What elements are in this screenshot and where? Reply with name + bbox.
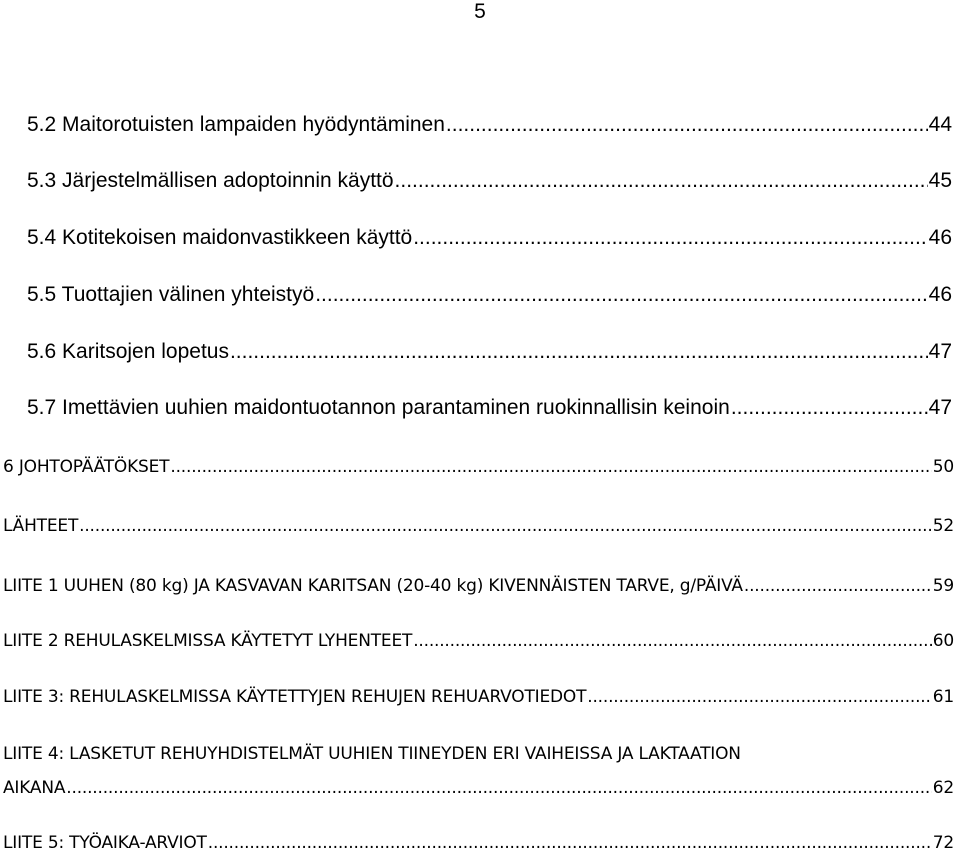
toc-entry-page: 72 [932, 833, 954, 853]
page-number: 5 [474, 0, 486, 23]
toc-entry-lahteet[interactable] [3, 514, 954, 538]
toc-entry-label: 5.4 Kotitekoisen maidonvastikkeen käyttö [27, 226, 413, 249]
toc-entry-page: 46 [928, 226, 952, 249]
toc-entry-page: 46 [928, 283, 952, 306]
toc-leader-dots [79, 514, 932, 538]
toc-entry-5-4[interactable] [27, 225, 952, 251]
toc-entry-label: LIITE 5: TYÖAIKA-ARVIOT [3, 833, 207, 853]
toc-leader-dots [208, 831, 932, 855]
toc-entry-label: LIITE 3: REHULASKELMISSA KÄYTETTYJEN REHUJEN REHUARVOTIEDOT [3, 687, 587, 707]
toc-entry-liite-4[interactable] [3, 776, 954, 800]
toc-entry-page: 59 [932, 576, 954, 596]
toc-entry-5-6[interactable] [27, 339, 952, 365]
toc-leader-dots [731, 395, 928, 421]
toc-entry-label: LÄHTEET [3, 516, 79, 536]
toc-leader-dots [170, 455, 931, 479]
toc-entry-page: 44 [928, 113, 952, 136]
toc-entry-label: LIITE 1 UUHEN (80 kg) JA KASVAVAN KARITSAN (20-40 kg) KIVENNÄISTEN TARVE, g/PÄIVÄ [3, 576, 743, 596]
toc-entry-liite-4-line1[interactable]: LIITE 4: LASKETUT REHUYHDISTELMÄT UUHIEN TIINEYDEN ERI VAIHEISSA JA LAKTAATION [3, 744, 741, 764]
toc-entry-label: 6 JOHTOPÄÄTÖKSET [3, 457, 170, 477]
toc-entry-page: 61 [932, 687, 954, 707]
toc-entry-liite-1[interactable] [3, 574, 954, 598]
toc-entry-johtopaatokset[interactable] [3, 455, 954, 479]
toc-entry-label: 5.7 Imettävien uuhien maidontuotannon parantaminen ruokinnallisin keinoin [27, 396, 730, 419]
toc-entry-page: 50 [932, 457, 954, 477]
toc-entry-page: 47 [928, 396, 952, 419]
toc-entry-label: 5.6 Karitsojen lopetus [27, 340, 229, 363]
toc-leader-dots [395, 168, 928, 194]
toc-entry-liite-2[interactable] [3, 629, 954, 653]
toc-leader-dots [587, 685, 932, 709]
toc-entry-page: 52 [932, 516, 954, 536]
toc-leader-dots [66, 776, 931, 800]
toc-entry-label: 5.2 Maitorotuisten lampaiden hyödyntäminen [27, 113, 445, 136]
toc-entry-label: 5.5 Tuottajien välinen yhteistyö [27, 283, 315, 306]
toc-leader-dots [230, 339, 928, 365]
toc-entry-liite-5[interactable] [3, 831, 954, 855]
toc-entry-5-3[interactable] [27, 168, 952, 194]
toc-leader-dots [315, 282, 927, 308]
toc-leader-dots [446, 112, 928, 138]
toc-entry-liite-3[interactable] [3, 685, 954, 709]
toc-entry-5-2[interactable] [27, 112, 952, 138]
toc-entry-label: LIITE 2 REHULASKELMISSA KÄYTETYT LYHENTEET [3, 631, 413, 651]
toc-entry-label: 5.3 Järjestelmällisen adoptoinnin käyttö [27, 169, 394, 192]
toc-entry-page: 47 [928, 340, 952, 363]
toc-entry-label: AIKANA [3, 778, 66, 798]
toc-leader-dots [744, 574, 932, 598]
toc-leader-dots [413, 225, 927, 251]
toc-entry-page: 45 [928, 169, 952, 192]
toc-entry-5-7[interactable] [27, 395, 952, 421]
toc-leader-dots [413, 629, 932, 653]
toc-entry-page: 60 [932, 631, 954, 651]
toc-entry-5-5[interactable] [27, 282, 952, 308]
toc-entry-page: 62 [932, 778, 954, 798]
